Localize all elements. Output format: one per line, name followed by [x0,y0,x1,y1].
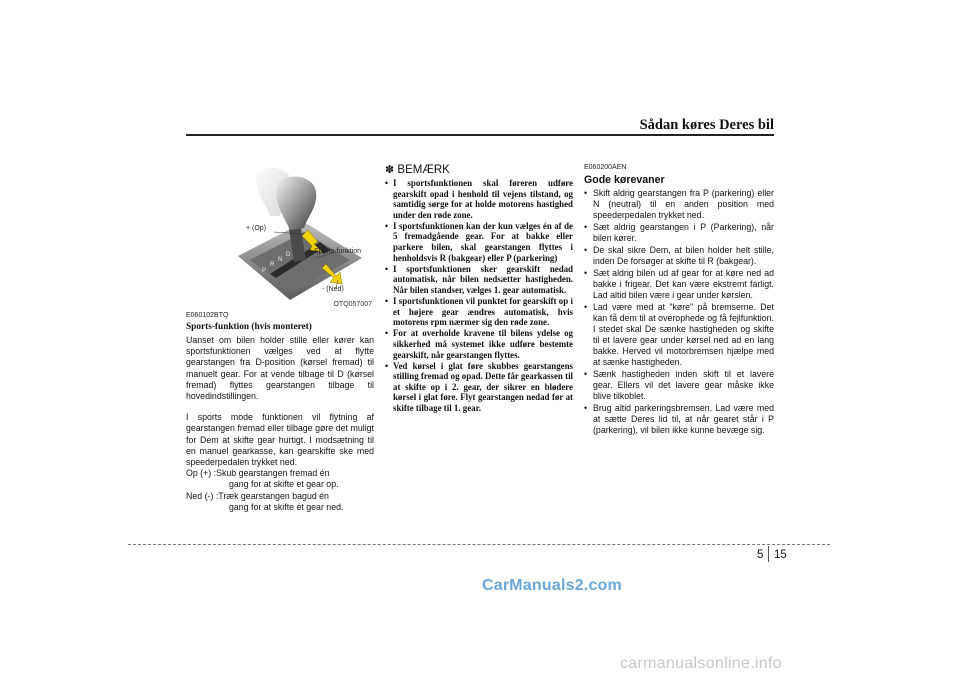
list-item: • Lad være med at "køre" på bremserne. Det kan få dem til at overophede og få fejlfunktion. I stedet skal De sænke hastigheden og skifte til et lavere gear under kørsel ned ad en lang bakke. Herved vil motorbremsen hjælpe med at sænke hastigheden. [584,302,774,368]
header-rule [186,134,774,136]
gear-shifter-figure [186,160,374,308]
list-item: • Sæt aldrig gearstangen i P (Parkering), når bilen kører. [584,222,774,244]
note-star-icon: ✽ [385,164,395,176]
paragraph: I sports mode funktionen vil flytning af gearstangen fremad eller tilbage gøre det muligt for Dem at skifte gear hurtigt. I modsætning til en manuel gearkasse, kan gearskifte ske med speederpedalen trykket ned. [186,412,374,468]
list-item: • I sportsfunktionen sker gearskift nedad automatisk, når bilen nedsætter hastigheden. Når bilen standser, vælges 1. gear automatisk. [385,264,573,296]
left-column [186,160,374,513]
right-column [584,164,774,437]
page-header-title: Sådan køres Deres bil [639,117,774,133]
label-up: + (Op) [246,225,267,232]
watermark-bottom: carmanualsonline.info [620,655,782,672]
watermark-link[interactable]: CarManuals2.com [482,577,622,594]
middle-column [385,163,573,414]
driving-habits-list [584,188,774,436]
gear-shifter-illustration [186,160,374,308]
section-heading: Gode kørevaner [584,174,665,186]
list-item: • De skal sikre Dem, at bilen holder helt stille, inden De forsøger at skifte til R (bakgear). [584,245,774,267]
note-title: ✽ BEMÆRK [385,164,450,176]
gear-letter-p: P [262,268,267,274]
paragraph: Uanset om bilen holder stille eller kører kan sportsfunktionen vælges ved at flytte gearstangen fra D-position (kørsel fremad) til manuelt gear. For at vende tilbage til D (kørsel fremad) flyttes gearstangen tilbage til hovedindstillingen. [186,335,374,402]
footer-rule [128,544,830,545]
definition-down-cont: gang for at skifte ét gear ned. [229,501,344,512]
gear-letter-d: D [286,252,291,258]
chapter-number: 5 [757,549,764,561]
definition-up-cont: gang for at skifte et gear op. [229,479,339,490]
gear-letter-n: N [278,257,283,263]
list-item: • Skift aldrig gearstangen fra P (parkering) eller N (neutral) til en anden position med speederpedalen trykket ned. [584,188,774,221]
label-sports-function: Sports-funktion [314,248,362,255]
label-down: - (Ned) [322,286,344,293]
gear-letter-r: R [270,262,275,268]
section-code: E060102BTQ [186,312,229,319]
list-item: • I sportsfunktionen skal føreren udføre gearskift opad i henhold til vejens tilstand, og samtidig sørge for at holde motorens hastighed under den røde zone. [385,178,573,220]
page-number: 15 [774,549,787,561]
list-item: • I sportsfunktionen vil punktet for gearskift op i et højere gear ændres automatisk, hvis motorens rpm nærmer sig den røde zone. [385,296,573,328]
definition-up: Op (+) : Skub gearstangen fremad én [186,468,330,479]
definition-down: Ned (-) : Træk gearstangen bagud én [186,490,329,501]
note-list [385,178,573,414]
section-heading: Sports-funktion (hvis monteret) [186,322,312,332]
list-item: • Ved kørsel i glat føre skubbes gearstangens stilling fremad og opad. Dette får gearkassen til at skifte op i 2. gear, der sikrer en blødere kørsel i glat føre. Flyt gearstangen nedad før at skifte tilbage til 1. gear. [385,361,573,414]
list-item: • Sænk hastigheden inden skift til et lavere gear. Ellers vil det lavere gear måske ikke blive tilkoblet. [584,369,774,402]
list-item: • Brug altid parkeringsbremsen. Lad være med at sætte Deres lid til, at når gearet står i P (parkering), vil bilen ikke kunne bevæge sig. [584,403,774,436]
list-item: • I sportsfunktionen kan der kun vælges én af de 5 fremadgående gear. For at bakke eller parkere bilen, skal gearstangen flyttes i henholdsvis R (bakgear) eller P (parkering) [385,221,573,263]
section-code: E060200AEN [584,164,627,171]
footer-divider [768,546,769,562]
list-item: • Sæt aldrig bilen ud af gear for at køre ned ad bakke i frigear. Det kan være ekstremt farligt. Lad altid bilen være i gear under kørslen. [584,268,774,301]
list-item: • For at overholde kravene til bilens ydelse og sikkerhed må systemet ikke udføre bestemte gearskift, når gearstangen flyttes. [385,328,573,360]
figure-code: OTQ057007 [333,301,372,308]
